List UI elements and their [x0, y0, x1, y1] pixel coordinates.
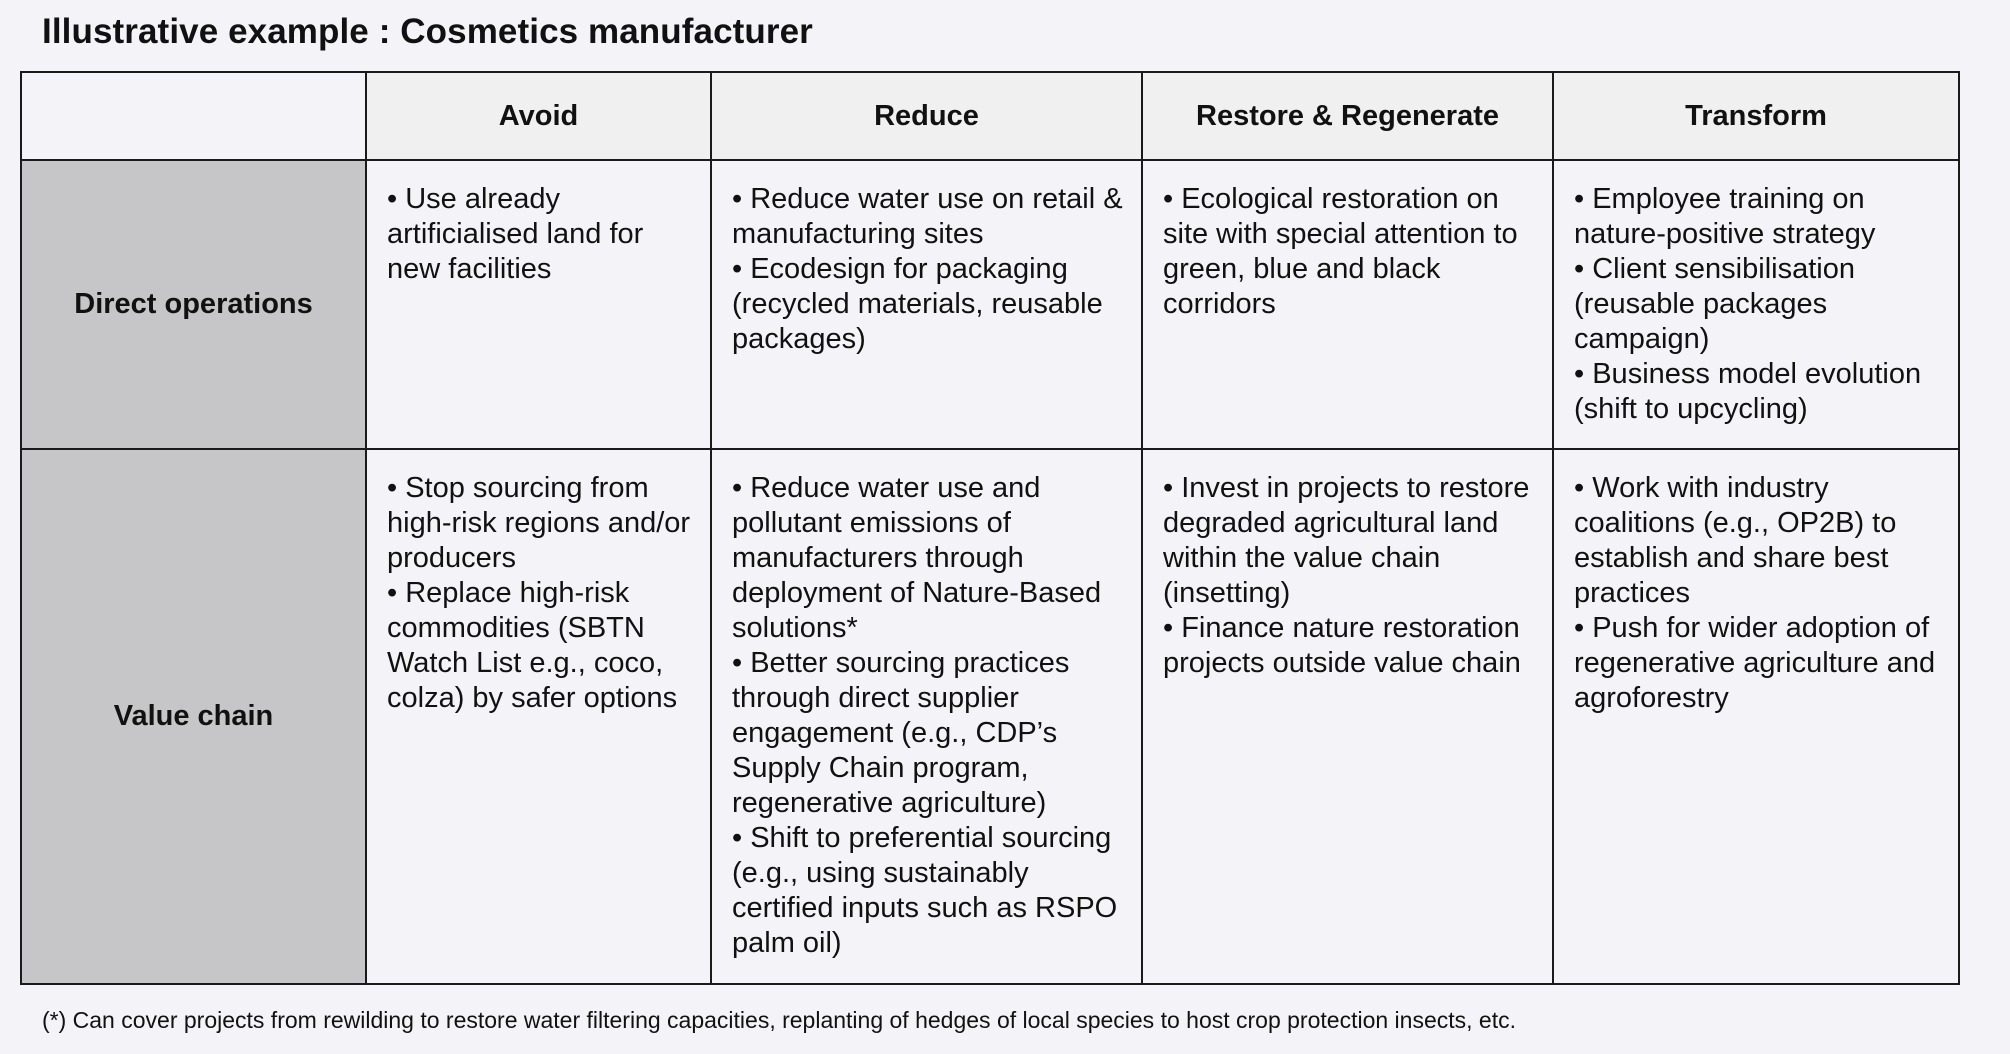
cell-value-avoid [366, 449, 711, 984]
list-item: • Client sensibilisation (reusable packages campaign) [1574, 252, 1940, 357]
row-label-direct-operations: Direct operations [21, 160, 366, 449]
corner-cell [21, 72, 366, 160]
cell-value-reduce [711, 449, 1142, 984]
list-item: • Reduce water use and pollutant emissions of manufacturers through deployment of Nature-Based solutions* [732, 471, 1123, 646]
table-row-direct-operations [21, 160, 1959, 449]
list-item: • Employee training on nature-positive strategy [1574, 182, 1940, 252]
cell-direct-reduce [711, 160, 1142, 449]
row-label-value-chain: Value chain [21, 449, 366, 984]
column-header-restore-regenerate: Restore & Regenerate [1142, 72, 1553, 160]
list-item: • Business model evolution (shift to upcycling) [1574, 357, 1940, 427]
cell-value-restore [1142, 449, 1553, 984]
cell-direct-transform [1553, 160, 1959, 449]
cell-value-transform [1553, 449, 1959, 984]
column-header-avoid: Avoid [366, 72, 711, 160]
mitigation-matrix-table [20, 71, 1960, 985]
list-item: • Reduce water use on retail & manufacturing sites [732, 182, 1123, 252]
cell-direct-restore [1142, 160, 1553, 449]
list-item: • Ecological restoration on site with special attention to green, blue and black corridors [1163, 182, 1534, 322]
column-header-transform: Transform [1553, 72, 1959, 160]
table-row-value-chain [21, 449, 1959, 984]
list-item: • Push for wider adoption of regenerative agriculture and agroforestry [1574, 611, 1940, 716]
list-item: • Use already artificialised land for new facilities [387, 182, 692, 287]
list-item: • Replace high-risk commodities (SBTN Watch List e.g., coco, colza) by safer options [387, 576, 692, 716]
column-header-reduce: Reduce [711, 72, 1142, 160]
page-title: Illustrative example : Cosmetics manufacturer [42, 12, 813, 51]
list-item: • Shift to preferential sourcing (e.g., using sustainably certified inputs such as RSPO palm oil) [732, 821, 1123, 961]
list-item: • Finance nature restoration projects outside value chain [1163, 611, 1534, 681]
footnote: (*) Can cover projects from rewilding to restore water filtering capacities, replanting of hedges of local species to host crop protection insects, etc. [42, 1007, 1516, 1033]
list-item: • Stop sourcing from high-risk regions and/or producers [387, 471, 692, 576]
list-item: • Better sourcing practices through direct supplier engagement (e.g., CDP’s Supply Chain program, regenerative agriculture) [732, 646, 1123, 821]
list-item: • Invest in projects to restore degraded agricultural land within the value chain (insetting) [1163, 471, 1534, 611]
header-row [21, 72, 1959, 160]
cell-direct-avoid [366, 160, 711, 449]
list-item: • Ecodesign for packaging (recycled materials, reusable packages) [732, 252, 1123, 357]
list-item: • Work with industry coalitions (e.g., OP2B) to establish and share best practices [1574, 471, 1940, 611]
